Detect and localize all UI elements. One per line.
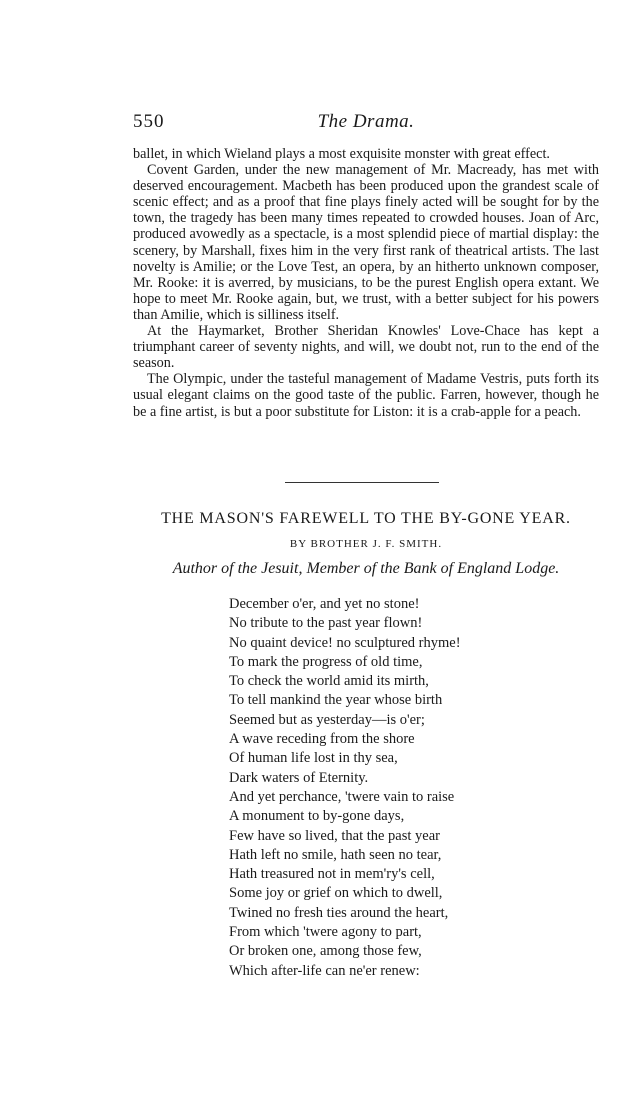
prose-paragraph: ballet, in which Wieland plays a most exquisite monster with great effect. xyxy=(133,146,550,162)
poem-line: To tell mankind the year whose birth xyxy=(229,692,443,709)
poem-line: Which after-life can ne'er renew: xyxy=(229,962,420,979)
poem-line: A monument to by-gone days, xyxy=(229,808,405,825)
poem-line: And yet perchance, 'twere vain to raise xyxy=(229,788,455,805)
page-header xyxy=(133,111,599,135)
section-divider xyxy=(285,482,439,483)
poem-title: THE MASON'S FAREWELL TO THE BY-GONE YEAR. xyxy=(161,510,571,527)
poem-line: To mark the progress of old time, xyxy=(229,653,423,670)
poem-line: Hath left no smile, hath seen no tear, xyxy=(229,846,442,863)
poem-line: A wave receding from the shore xyxy=(229,731,415,748)
running-title: The Drama. xyxy=(317,111,415,132)
prose-section xyxy=(133,146,599,420)
poem-line: From which 'twere agony to part, xyxy=(229,924,422,941)
poem-line: December o'er, and yet no stone! xyxy=(229,596,420,612)
poem-dedication: Author of the Jesuit, Member of the Bank of England Lodge. xyxy=(172,560,560,577)
poem-byline xyxy=(133,538,599,550)
poem-line: Or broken one, among those few, xyxy=(229,943,422,960)
poem-line: Seemed but as yesterday—is o'er; xyxy=(229,711,425,728)
poem-line: Some joy or grief on which to dwell, xyxy=(229,885,443,902)
byline-text: BY BROTHER J. F. SMITH. xyxy=(289,538,443,550)
poem-line: Dark waters of Eternity. xyxy=(229,769,369,786)
poem-line: Hath treasured not in mem'ry's cell, xyxy=(229,866,435,883)
page-number: 550 xyxy=(133,111,165,132)
poem-line: No tribute to the past year flown! xyxy=(229,615,423,632)
poem-line: Of human life lost in thy sea, xyxy=(229,750,398,767)
prose-paragraph: Covent Garden, under the new management of Mr. Macready, has met with deserved encouragement. Macbeth has been produced upon the grandest scale of scenic effect; and as a proof that fine plays finely acted will be sought for by the town, the tragedy has been many times repeated to crowded houses. Joan of Arc, produced avowedly as a spectacle, is a most splendid piece of martial display: the scenery, by Marshall, fixes him in the very first rank of theatrical artists. The last novelty is Amilie; or the Love Test, an opera, by an hitherto unknown composer, Mr. Rooke: it is averred, by musicians, to be the purest English opera extant. We hope to meet Mr. Rooke again, but, we trust, with a better subject for his powers than Amilie, which is silliness itself. xyxy=(133,162,599,323)
poem-line: Twined no fresh ties around the heart, xyxy=(229,904,449,921)
prose-paragraph: The Olympic, under the tasteful management of Madame Vestris, puts forth its usual elegant claims on the good taste of the public. Farren, however, though he be a fine artist, is but a poor substitute for Liston: it is a crab-apple for a peach. xyxy=(133,371,599,420)
poem-line: To check the world amid its mirth, xyxy=(229,673,429,690)
prose-paragraph: At the Haymarket, Brother Sheridan Knowles' Love-Chace has kept a triumphant career of seventy nights, and will, we doubt not, run to the end of the season. xyxy=(133,323,599,372)
poem-body xyxy=(229,595,589,981)
poem-line: No quaint device! no sculptured rhyme! xyxy=(229,634,461,651)
poem-line: Few have so lived, that the past year xyxy=(229,827,440,844)
